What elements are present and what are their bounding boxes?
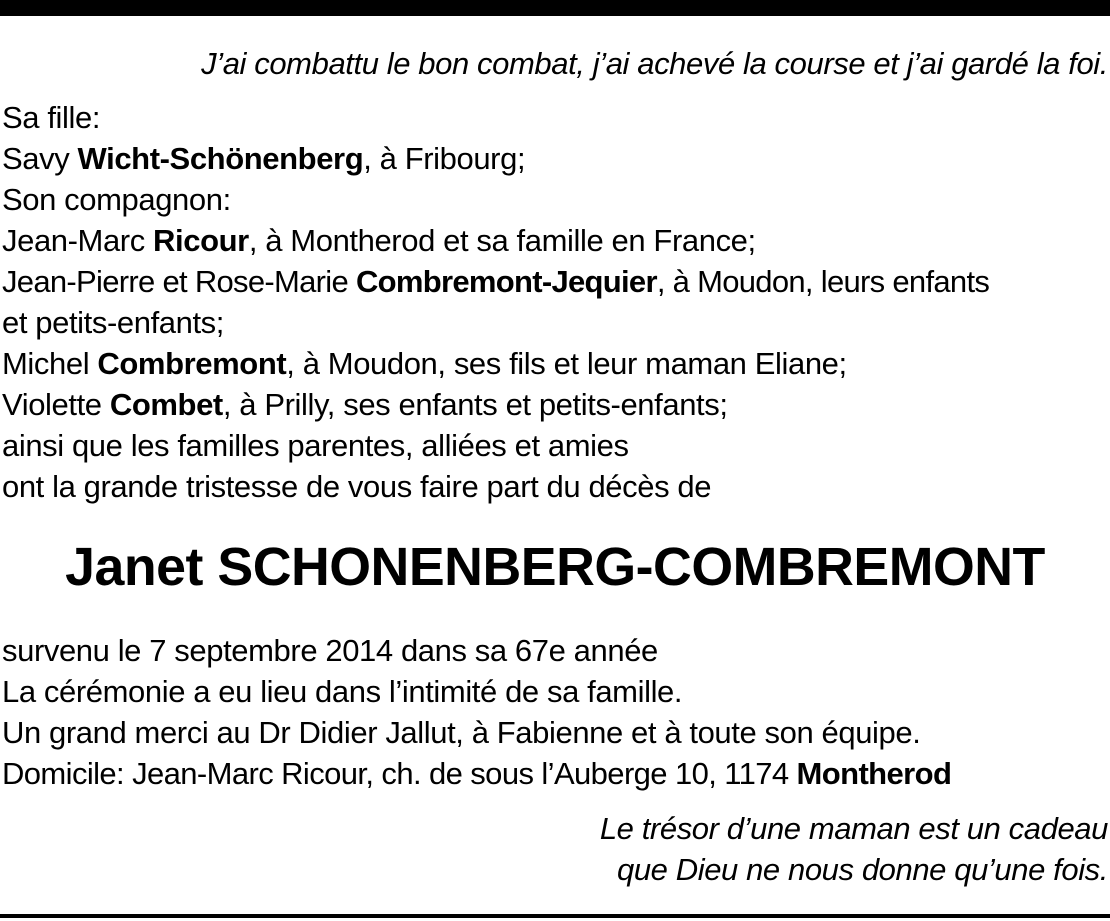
closing-quote-line-2: que Dieu ne nous donne qu’une fois. xyxy=(616,852,1108,887)
domicile-address: Domicile: Jean-Marc Ricour, ch. de sous l’Auberge 10, 1174 xyxy=(2,756,797,791)
violette-rest: , à Prilly, ses enfants et petits-enfants; xyxy=(222,387,728,422)
top-rule xyxy=(0,0,1110,16)
domicile-line xyxy=(2,754,951,794)
closing-quote-line-1: Le trésor d’une maman est un cadeau xyxy=(599,811,1108,846)
bottom-rule xyxy=(0,914,1110,918)
jean-pierre-continuation: et petits-enfants; xyxy=(2,305,224,340)
daughter-line xyxy=(2,139,525,179)
daughter-place: , à Fribourg; xyxy=(363,141,526,176)
relatives-line: ainsi que les familles parentes, alliées et amies xyxy=(2,428,629,463)
jean-pierre-surname: Combremont-Jequier xyxy=(355,264,657,299)
michel-first-name: Michel xyxy=(2,346,98,381)
ceremony-line: La cérémonie a eu lieu dans l’intimité de sa famille. xyxy=(2,674,683,709)
date-line: survenu le 7 septembre 2014 dans sa 67e année xyxy=(2,633,658,668)
daughter-first-name: Savy xyxy=(2,141,78,176)
deceased-name: Janet SCHONENBERG-COMBREMONT xyxy=(65,537,1045,597)
companion-line xyxy=(2,221,756,261)
violette-first-name: Violette xyxy=(2,387,110,422)
violette-surname: Combet xyxy=(109,387,223,422)
jean-pierre-rest: , à Moudon, leurs enfants xyxy=(656,264,990,299)
daughter-surname: Wicht-Schönenberg xyxy=(77,141,364,176)
companion-first-name: Jean-Marc xyxy=(2,223,154,258)
violette-line xyxy=(2,385,728,425)
michel-rest: , à Moudon, ses fils et leur maman Eliane; xyxy=(286,346,847,381)
michel-surname: Combremont xyxy=(97,346,287,381)
companion-label: Son compagnon: xyxy=(2,182,231,217)
companion-rest: , à Montherod et sa famille en France; xyxy=(248,223,756,258)
domicile-town: Montherod xyxy=(796,756,952,791)
jean-pierre-line xyxy=(2,262,989,302)
michel-line xyxy=(2,344,847,384)
companion-surname: Ricour xyxy=(153,223,249,258)
announcement-line: ont la grande tristesse de vous faire part du décès de xyxy=(2,469,712,504)
daughter-label: Sa fille: xyxy=(2,100,101,135)
opening-quote: J’ai combattu le bon combat, j’ai achevé la course et j’ai gardé la foi. xyxy=(201,46,1108,81)
jean-pierre-first-names: Jean-Pierre et Rose-Marie xyxy=(2,264,356,299)
thanks-line: Un grand merci au Dr Didier Jallut, à Fabienne et à toute son équipe. xyxy=(2,715,921,750)
